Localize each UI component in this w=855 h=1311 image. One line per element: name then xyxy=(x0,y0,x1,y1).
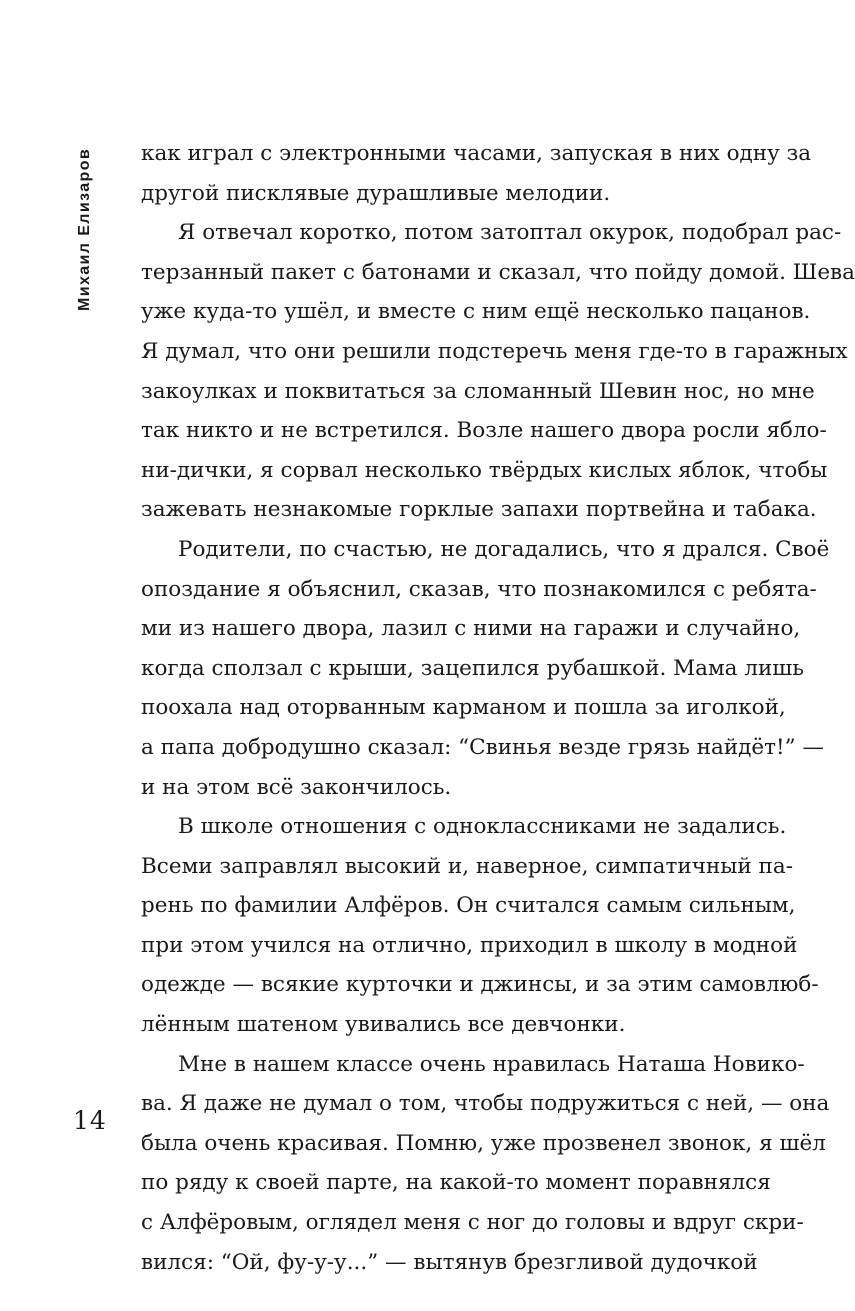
text-line: уже куда-то ушёл, и вместе с ним ещё несколько пацанов. xyxy=(141,299,811,325)
text-line: В школе отношения с одноклассниками не задались. xyxy=(178,814,787,840)
text-line: другой писклявые дурашливые мелодии. xyxy=(141,180,611,206)
text-line: как играл с электронными часами, запуская в них одну за xyxy=(141,141,812,166)
text-line: зажевать незнакомые горклые запахи портвейна и табака. xyxy=(141,497,817,523)
paragraph xyxy=(141,530,830,807)
text-line: и на этом всё закончилось. xyxy=(141,774,452,800)
text-line: так никто и не встретился. Возле нашего двора росли ябло- xyxy=(141,418,827,444)
text-line: когда сползал с крыши, зацепился рубашкой. Мама лишь xyxy=(141,655,805,681)
text-line: с Алфёровым, оглядел меня с ног до головы и вдруг скри- xyxy=(141,1210,804,1236)
text-line: опоздание я объяснил, сказав, что познакомился с ребята- xyxy=(141,576,817,602)
paragraph xyxy=(141,807,819,1045)
text-line: терзанный пакет с батонами и сказал, что пойду домой. Шева xyxy=(141,259,855,285)
text-line: Родители, по счастью, не догадались, что я дрался. Своё xyxy=(178,536,830,562)
text-line: поохала над оторванным карманом и пошла за иголкой, xyxy=(141,695,786,721)
text-line: была очень красивая. Помню, уже прозвенел звонок, я шёл xyxy=(141,1130,826,1156)
page-number: 14 xyxy=(73,1106,107,1135)
text-line: при этом учился на отлично, приходил в школу в модной xyxy=(141,932,798,958)
text-line: ми из нашего двора, лазил с ними на гаражи и случайно, xyxy=(141,616,801,642)
text-line: а папа добродушно сказал: “Свинья везде грязь найдёт!” — xyxy=(141,734,824,760)
text-line: вился: “Ой, фу-у-у...” — вытянув брезгливой дудочкой xyxy=(141,1249,758,1275)
text-line: закоулках и поквитаться за сломанный Шевин нос, но мне xyxy=(141,378,815,404)
paragraph xyxy=(141,1045,830,1283)
text-line: ни-дички, я сорвал несколько твёрдых кислых яблок, чтобы xyxy=(141,457,828,483)
text-line: Всеми заправлял высокий и, наверное, симпатичный па- xyxy=(141,853,793,879)
text-line: рень по фамилии Алфёров. Он считался самым сильным, xyxy=(141,893,796,919)
text-line: Я отвечал коротко, потом затоптал окурок, подобрал рас- xyxy=(178,220,842,246)
body-text xyxy=(141,134,855,1282)
text-line: одежде — всякие курточки и джинсы, и за этим самовлюб- xyxy=(141,972,819,998)
paragraph xyxy=(141,134,812,213)
text-line: Мне в нашем классе очень нравилась Наташа Новико- xyxy=(178,1051,805,1077)
text-line: Я думал, что они решили подстеречь меня где-то в гаражных xyxy=(141,338,848,364)
text-line: ва. Я даже не думал о том, чтобы подружиться с ней, — она xyxy=(141,1091,830,1117)
text-line: лённым шатеном увивались все девчонки. xyxy=(141,1012,626,1038)
text-line: по ряду к своей парте, на какой-то момент поравнялся xyxy=(141,1170,771,1196)
running-head: Михаил Елизаров xyxy=(76,147,93,311)
paragraph xyxy=(141,213,855,530)
